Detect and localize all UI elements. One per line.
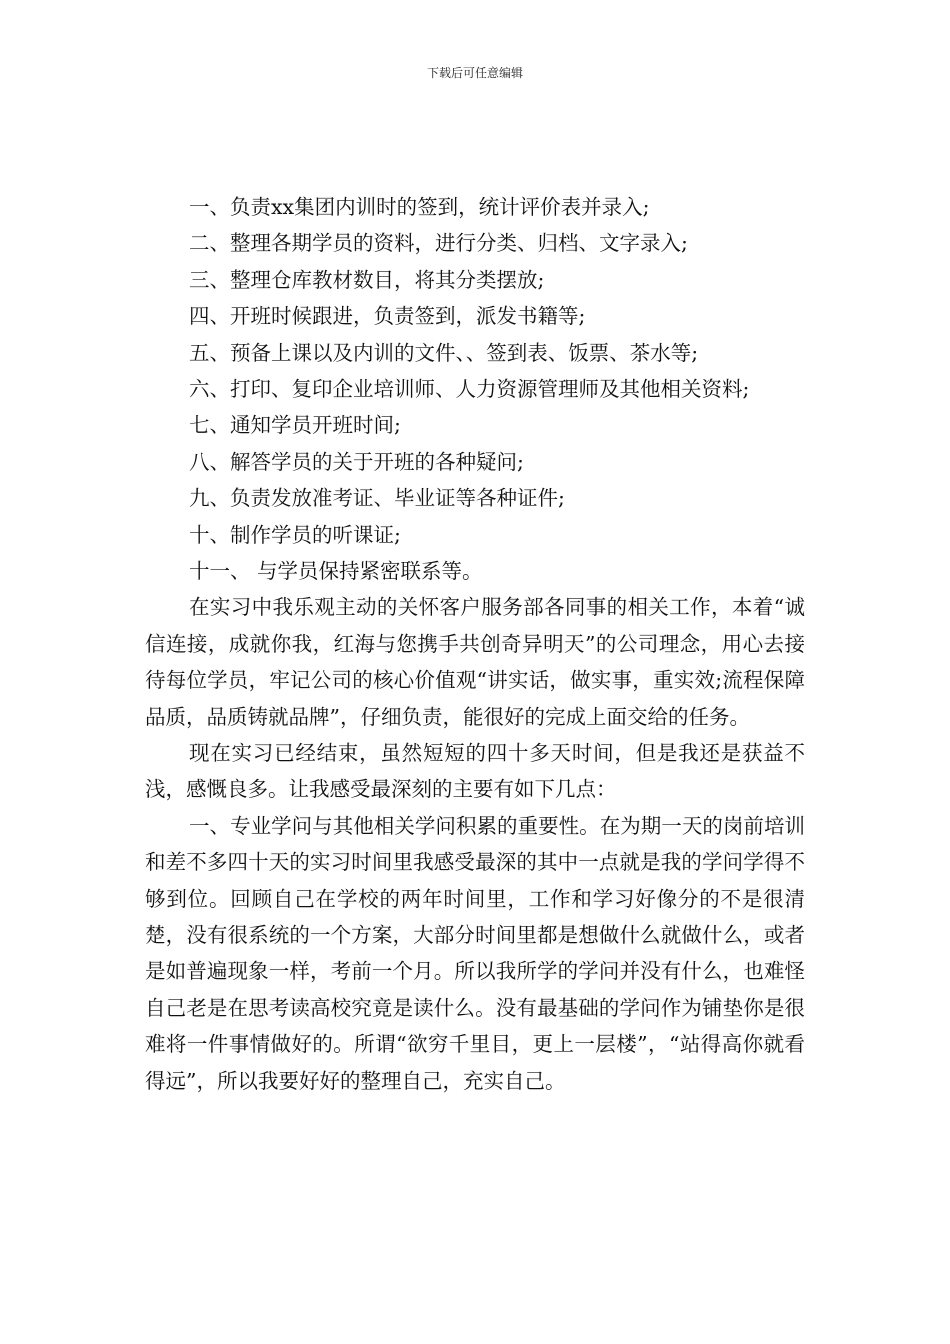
paragraph-internship-attitude: 在实习中我乐观主动的关怀客户服务部各同事的相关工作，本着“诚信连接，成就你我，红海与您携手共创奇异明天”的公司理念，用心去接待每位学员，牢记公司的核心价值观“讲实话，做实事，重实效;流程保障品质，品质铸就品牌”，仔细负责，能很好的完成上面交给的任务。 <box>145 595 805 729</box>
list-item: 五、预备上课以及内训的文件、、签到表、饭票、茶水等; <box>189 340 699 365</box>
document-body <box>145 189 805 1099</box>
list-item: 六、打印、复印企业培训师、人力资源管理师及其他相关资料; <box>189 376 750 401</box>
list-item: 八、解答学员的关于开班的各种疑问; <box>189 449 524 474</box>
paragraph-knowledge-importance: 一、专业学问与其他相关学问积累的重要性。在为期一天的岗前培训和差不多四十天的实习时间里我感受最深的其中一点就是我的学问学得不够到位。回顾自己在学校的两年时间里，工作和学习好像分的不是很清楚，没有很系统的一个方案，大部分时间里都是想做什么就做什么，或者是如普遍现象一样，考前一个月。所以我所学的学问并没有什么，也难怪自己老是在思考读高校究竟是读什么。没有最基础的学问作为铺垫你是很难将一件事情做好的。所谓“欲穷千里目，更上一层楼”，“站得高你就看得远”，所以我要好好的整理自己，充实自己。 <box>145 813 805 1093</box>
list-item: 七、通知学员开班时间; <box>189 413 401 438</box>
list-item: 二、整理各期学员的资料，进行分类、归档、文字录入; <box>189 231 688 256</box>
list-item: 一、负责xx集团内训时的签到，统计评价表并录入; <box>189 195 650 219</box>
list-item: 九、负责发放准考证、毕业证等各种证件; <box>189 486 565 511</box>
duty-list <box>145 189 805 589</box>
list-item: 四、开班时候跟进，负责签到，派发书籍等; <box>189 304 586 329</box>
page-header: 下载后可任意编辑 <box>426 66 523 80</box>
list-item: 十、制作学员的听课证; <box>189 522 401 547</box>
paragraph-internship-end: 现在实习已经结束，虽然短短的四十多天时间，但是我还是获益不浅，感慨良多。让我感受最深刻的主要有如下几点： <box>145 740 805 802</box>
list-item: 三、整理仓库教材数目，将其分类摆放; <box>189 267 545 292</box>
list-item: 十一、 与学员保持紧密联系等。 <box>189 558 483 583</box>
